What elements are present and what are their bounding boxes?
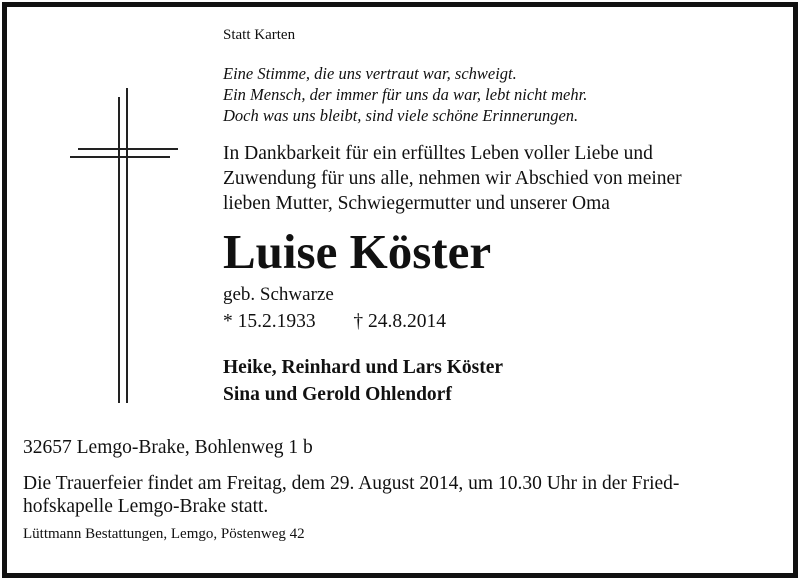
mourner-line: Heike, Reinhard und Lars Köster — [223, 357, 504, 378]
intro-line: lieben Mutter, Schwiegermutter und unserer Oma — [223, 193, 610, 214]
life-dates — [223, 311, 446, 333]
service-line: hofskapelle Lemgo-Brake statt. — [23, 496, 269, 517]
intro-line: Zuwendung für uns alle, nehmen wir Abschied von meiner — [223, 168, 682, 189]
poem — [223, 63, 587, 126]
death-date: † 24.8.2014 — [353, 311, 446, 332]
funeral-service-info — [23, 472, 773, 518]
poem-line: Ein Mensch, der immer für uns da war, lebt nicht mehr. — [223, 85, 588, 104]
birth-date: * 15.2.1933 — [223, 311, 316, 332]
birth-name: geb. Schwarze — [223, 284, 334, 305]
intro-line: In Dankbarkeit für ein erfülltes Leben voller Liebe und — [223, 143, 653, 164]
mourners — [223, 354, 503, 408]
deceased-name: Luise Köster — [223, 224, 492, 279]
statt-karten-label: Statt Karten — [223, 27, 296, 43]
mourner-line: Sina und Gerold Ohlendorf — [223, 384, 452, 405]
undertaker-info: Lüttmann Bestattungen, Lemgo, Pöstenweg 42 — [23, 526, 305, 542]
service-line: Die Trauerfeier findet am Freitag, dem 29. August 2014, um 10.30 Uhr in der Fried- — [23, 473, 680, 494]
poem-line: Eine Stimme, die uns vertraut war, schweigt. — [223, 64, 517, 83]
poem-line: Doch was uns bleibt, sind viele schöne Erinnerungen. — [223, 106, 579, 125]
intro-text — [223, 141, 682, 216]
address: 32657 Lemgo-Brake, Bohlenweg 1 b — [23, 437, 313, 458]
